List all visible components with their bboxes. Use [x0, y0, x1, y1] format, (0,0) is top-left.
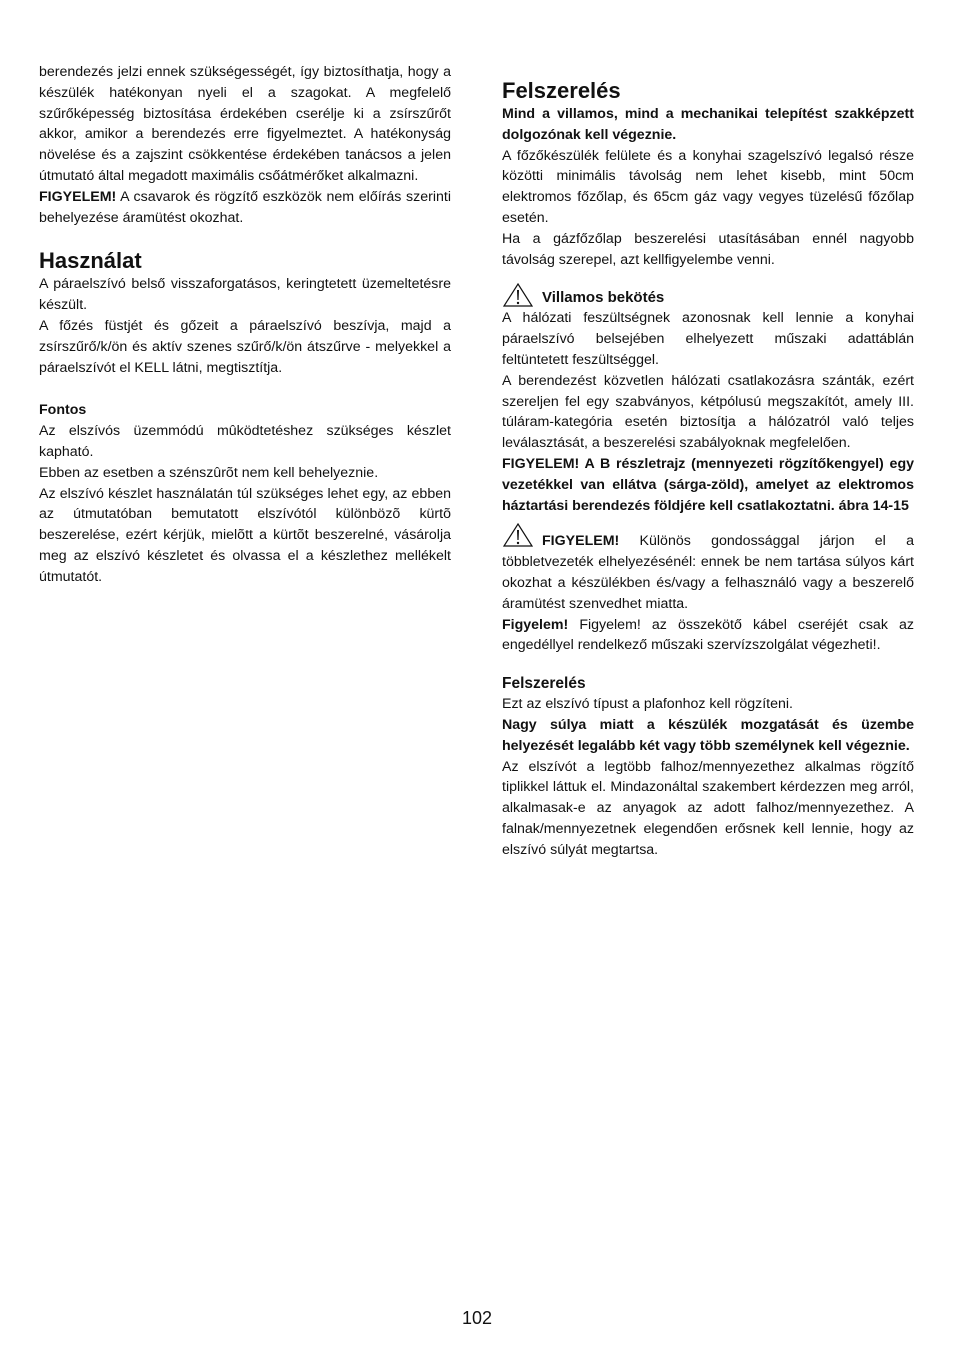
- warning-label: FIGYELEM!: [39, 188, 117, 205]
- section-heading-felszereles: Felszerelés: [502, 78, 621, 103]
- paragraph: Az elszívót a legtöbb falhoz/mennyezethez alkalmas rögzítő tiplikkel láttuk el. Mindazonáltal szakembert kérdezzen meg arról, alkalmasak-e az anyagok az adott falhoz/mennyezethez. A falnak/mennyezetnek elegendően erősnek kell lennie, hogy az elszívó súlyát megtartsa.: [502, 758, 914, 858]
- paragraph: A páraelszívó belső visszaforgatásos, keringtetett üzemeltetésre készült.: [39, 276, 451, 314]
- paragraph: Az elszívós üzemmódú mûködtetéshez szükséges készlet kapható.: [39, 423, 451, 460]
- paragraph-text: Figyelem! az összekötő kábel cseréjét csak az engedéllyel rendelkező műszaki szervízszolgálat végezheti!.: [502, 616, 914, 654]
- warning-label: FIGYELEM!: [542, 533, 620, 550]
- section-heading-hasznalat: Használat: [39, 248, 142, 274]
- paragraph: FIGYELEM! A B részletrajz (mennyezeti rögzítőkengyel) egy vezetékkel van ellátva (sárga-zöld), amelyet az elektromos háztartási berendezés földjére kell csatlakoztatni. ábra 14-15: [502, 455, 914, 514]
- subheading-felszereles: Felszerelés: [502, 675, 586, 693]
- warning-triangle-icon: [502, 522, 534, 548]
- left-column: [39, 62, 451, 588]
- paragraph: A berendezést közvetlen hálózati csatlakozásra szánták, ezért szereljen fel egy szabványos, kétpólusú megszakítót, amely III. túláram-kategória esetén biztosítja a hálózatról való teljes leválasztását, a beszerelési szabályoknak megfelelően.: [502, 372, 914, 452]
- page-number: 102: [461, 1308, 493, 1328]
- villamos-heading-row: [502, 282, 914, 308]
- paragraph: Az elszívó készlet használatán túl szükséges lehet egy, az ebben az útmutatóban bemutatott elszívótól különbözõ kürtõ beszerelése, ezért kérjük, mielõtt a kürtõt beszerelné, vásárolja meg az elszívó készletet és olvassa el a készlethez mellékelt útmutatót.: [39, 485, 451, 585]
- paragraph-text: Különös gondossággal járjon el a többletvezeték elhelyezésénél: ennek be nem tartása súlyos kárt okozhat a készülékben és/vagy a felhasználó vagy a beszerelő áramütést szenvedhet miatta.: [502, 533, 914, 612]
- paragraph: Ebben az esetben a szénszûrõt nem kell behelyeznie.: [39, 464, 379, 481]
- paragraph: [502, 615, 914, 657]
- paragraph: berendezés jelzi ennek szükségességét, így biztosíthatja, hogy a készülék hatékonyan nyeli el a szagokat. A megfelelő szűrőképesség biztosítása érdekében cserélje ki a zsírszűrőt akkor, amikor a berendezés erre figyelmeztet. A hatékonyság növelése és a zajszint csökkentése érdekében tanácsos a jelen útmutató által megadott maximális csőátmérőket alkalmazni.: [39, 64, 451, 184]
- paragraph: A hálózati feszültségnek azonosnak kell lennie a konyhai páraelszívó belsejében elhelyezett műszaki adattáblán feltüntetett feszültséggel.: [502, 310, 914, 368]
- paragraph: [39, 187, 451, 229]
- paragraph: Ha a gázfőzőlap beszerelési utasításában ennél nagyobb távolság szerepel, azt kellfigyelembe venni.: [502, 230, 914, 268]
- paragraph-text: A csavarok és rögzítő eszközök nem előírás szerinti behelyezése áramütést okozhat.: [39, 188, 451, 226]
- paragraph: Mind a villamos, mind a mechanikai telepítést szakképzett dolgozónak kell végeznie.: [502, 106, 914, 143]
- paragraph: Ezt az elszívó típust a plafonhoz kell rögzíteni.: [502, 696, 793, 713]
- warning-triangle-icon: [502, 282, 534, 308]
- warning-label: Figyelem!: [502, 616, 569, 633]
- subheading-villamos-bekotes: Villamos bekötés: [542, 289, 665, 307]
- paragraph: A főzés füstjét és gőzeit a páraelszívó beszívja, majd a zsírszűrő/k/ön és aktív szenes szűrő/k/ön átszűrve - melyekkel a páraelszívót el KELL látni, megtisztítja.: [39, 317, 451, 376]
- paragraph: Nagy súlya miatt a készülék mozgatását és üzembe helyezését legalább két vagy több személynek kell végeznie.: [502, 716, 914, 754]
- paragraph: A főzőkészülék felülete és a konyhai szagelszívó legalsó része közötti minimális távolság nem lehet kisebb, mint 50cm elektromos főzőlap, és 65cm gáz vagy vegyes tüzelésű főzőlap esetén.: [502, 147, 914, 226]
- subheading-fontos: Fontos: [39, 402, 87, 419]
- right-column: [502, 78, 914, 861]
- paragraph: [502, 522, 914, 614]
